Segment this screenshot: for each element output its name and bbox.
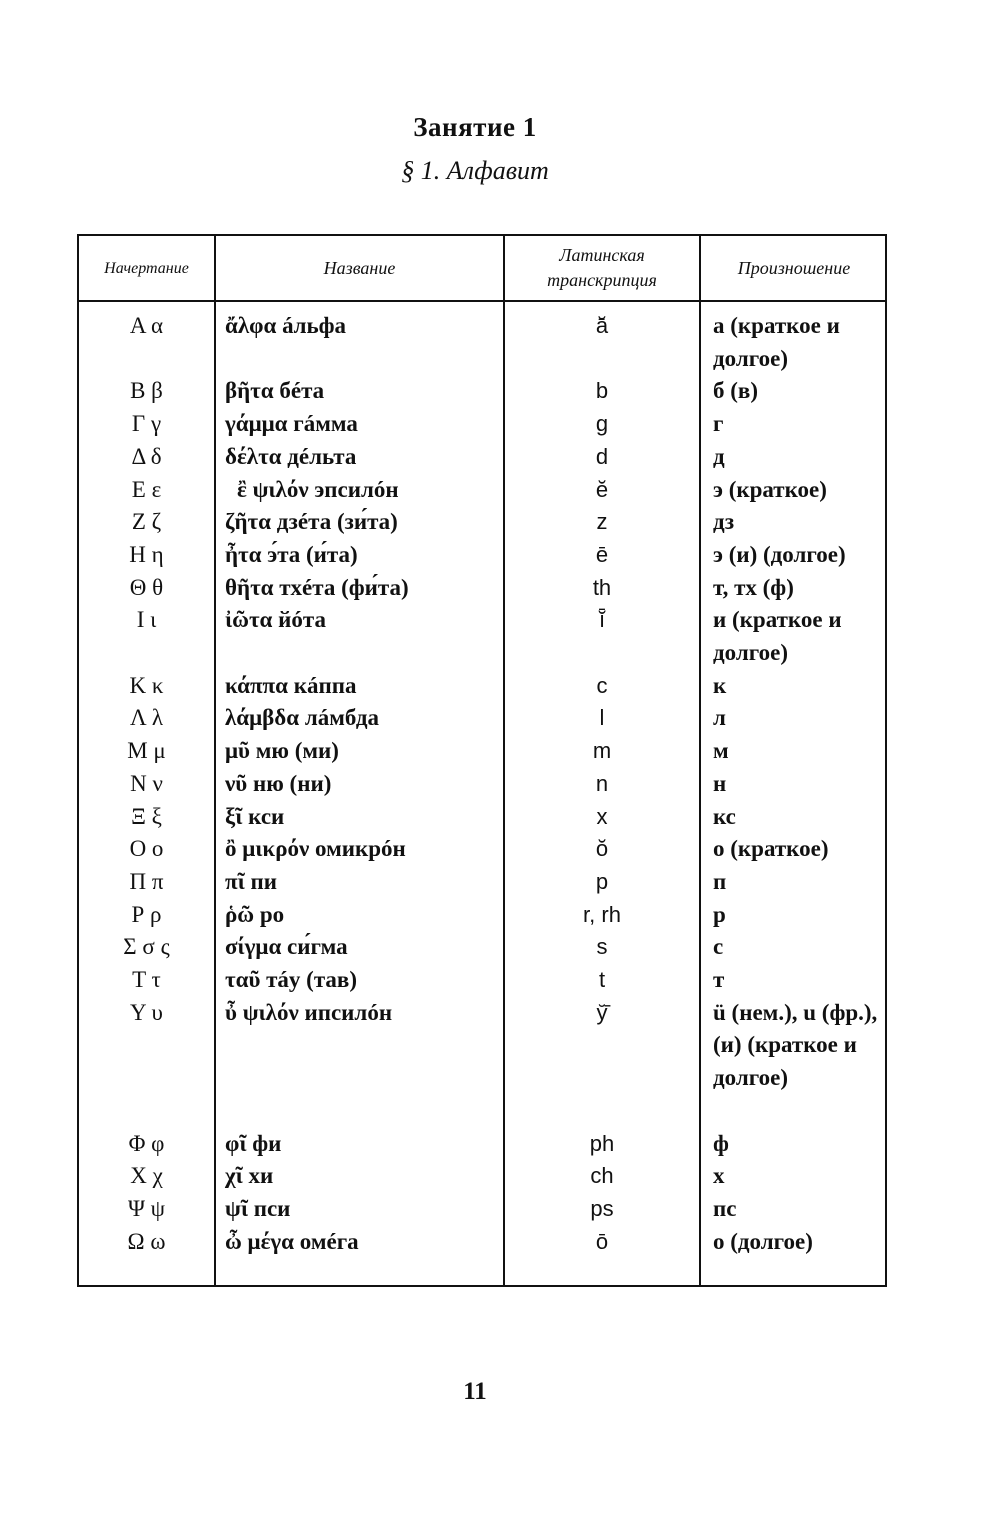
pronunciation: б (в) — [713, 378, 758, 404]
pronunciation: о (краткое) — [713, 836, 829, 862]
latin-transcription: c — [596, 672, 608, 698]
pronunciation: р — [713, 901, 726, 927]
letter-name: ἒ ψιλόν эпсилóн — [237, 476, 399, 502]
letter-name: ζῆτα дзéта (зи́та) — [225, 509, 398, 535]
letter-name: ὦ μέγα омéга — [225, 1228, 359, 1254]
latin-transcription: y̆̄ — [596, 999, 608, 1025]
letter-glyphs: Π π — [129, 868, 164, 894]
letter-glyphs: Λ λ — [130, 705, 163, 731]
table-row — [79, 735, 885, 768]
letter-glyphs: Τ τ — [132, 967, 161, 992]
pronunciation: о (долгое) — [713, 1228, 813, 1254]
table-row — [79, 1160, 885, 1193]
latin-transcription: ĕ — [595, 476, 609, 502]
letter-name: δέλτα дéльта — [225, 443, 357, 469]
letter-name: ξῖ кси — [225, 803, 285, 829]
table-header — [79, 236, 885, 302]
letter-glyphs: Μ μ — [127, 738, 166, 764]
latin-transcription: l — [599, 705, 605, 731]
letter-name: θῆτα тхéта (фи́та) — [225, 574, 409, 600]
letter-glyphs: Ι ι — [136, 607, 157, 633]
letter-glyphs: Η η — [129, 541, 164, 567]
table-row — [79, 572, 885, 605]
letter-name: ταῦ тáу (тав) — [225, 967, 357, 992]
latin-transcription: ch — [590, 1163, 614, 1189]
table-row — [79, 931, 885, 964]
table-row — [79, 604, 885, 669]
latin-transcription: r, rh — [583, 901, 621, 927]
pronunciation: т — [713, 967, 725, 992]
letter-glyphs: Γ γ — [131, 411, 162, 437]
letter-glyphs: Χ χ — [130, 1163, 163, 1189]
table-row — [79, 506, 885, 539]
latin-transcription: n — [595, 770, 609, 796]
table-row — [79, 408, 885, 441]
table-row — [79, 866, 885, 899]
section-title: § 1. Алфавит — [401, 156, 549, 185]
pronunciation: к — [713, 672, 727, 698]
alphabet-table — [77, 234, 887, 1287]
pronunciation: л — [713, 705, 726, 731]
letter-glyphs: Ξ ξ — [131, 803, 162, 829]
letter-name: κάππα кáппа — [225, 672, 357, 698]
header-glyph: Начертание — [104, 259, 189, 277]
letter-name: πῖ пи — [225, 868, 277, 894]
letter-glyphs: Ζ ζ — [131, 509, 162, 535]
pronunciation: а (краткое и долгое) — [713, 313, 840, 371]
latin-transcription: ph — [589, 1130, 615, 1156]
letter-name: ὂ μικρόν омикрóн — [225, 836, 406, 862]
table-row — [79, 539, 885, 572]
letter-glyphs: Κ κ — [129, 672, 164, 698]
table-row — [79, 1226, 885, 1259]
pronunciation: н — [713, 770, 727, 796]
lesson-title: Занятие 1 — [413, 112, 537, 142]
letter-name: μῦ мю (ми) — [225, 738, 339, 764]
letter-name: βῆτα бéта — [225, 378, 325, 404]
latin-transcription: m — [592, 738, 612, 764]
pronunciation: ü (нем.), u (фр.), (и) (краткое и долгое) — [713, 999, 878, 1091]
letter-name: γάμμα гáмма — [225, 411, 358, 437]
pronunciation: г — [713, 411, 724, 437]
pronunciation: и (краткое и долгое) — [713, 607, 842, 665]
table-row — [79, 670, 885, 703]
letter-name: ὖ ψιλόν ипсилóн — [225, 999, 393, 1025]
letter-glyphs: Ε ε — [131, 476, 162, 502]
table-row — [79, 833, 885, 866]
header-name: Название — [323, 257, 396, 278]
table-row — [79, 441, 885, 474]
table-row — [79, 474, 885, 507]
header-pronunciation: Произношение — [737, 257, 851, 278]
letter-name: ἄλφα áльфа — [225, 313, 347, 338]
table-row — [79, 375, 885, 408]
latin-transcription: ĭ̄ — [598, 607, 606, 633]
table-row — [79, 768, 885, 801]
letter-name: ἰῶτα йóта — [225, 607, 326, 633]
pronunciation: ф — [713, 1130, 729, 1156]
letter-name: νῦ ню (ни) — [225, 770, 332, 796]
table-row — [79, 997, 885, 1128]
letter-glyphs: Δ δ — [131, 443, 162, 469]
table-row — [79, 964, 885, 997]
letter-glyphs: Ν ν — [130, 770, 163, 796]
latin-transcription: p — [595, 868, 609, 894]
latin-transcription: ps — [590, 1195, 614, 1221]
letter-glyphs: Ο ο — [129, 836, 164, 862]
table-row — [79, 1193, 885, 1226]
latin-transcription: ē — [595, 541, 609, 567]
pronunciation: дз — [713, 509, 735, 535]
latin-transcription: b — [595, 378, 609, 404]
letter-glyphs: Υ υ — [130, 999, 163, 1025]
letter-name: φῖ фи — [225, 1130, 282, 1156]
table-row — [79, 702, 885, 735]
page-number: 11 — [463, 1378, 487, 1405]
latin-transcription: x — [596, 803, 608, 829]
letter-name: χῖ хи — [225, 1163, 274, 1189]
letter-glyphs: Β β — [130, 378, 163, 404]
pronunciation: т, тх (ф) — [713, 574, 794, 600]
latin-transcription: ŏ — [595, 836, 609, 862]
letter-glyphs: Σ σ ς — [123, 934, 170, 960]
latin-transcription: z — [596, 509, 608, 535]
letter-glyphs: Ω ω — [127, 1228, 166, 1254]
header-transcription — [505, 236, 699, 300]
pronunciation: м — [713, 738, 729, 764]
pronunciation: с — [713, 934, 724, 960]
latin-transcription: th — [592, 574, 612, 600]
pronunciation: пс — [713, 1195, 737, 1221]
table-row — [79, 1128, 885, 1161]
table-row — [79, 899, 885, 932]
letter-name: ἦτα э́та (и́та) — [225, 541, 358, 567]
pronunciation: э (краткое) — [713, 476, 827, 502]
latin-transcription: ă̄ — [595, 313, 609, 338]
table-row — [79, 310, 885, 375]
pronunciation: п — [713, 868, 727, 894]
letter-name: ῥῶ ро — [225, 901, 285, 927]
latin-transcription: s — [596, 934, 608, 960]
header-transcription-line2: транскрипция — [547, 270, 657, 290]
pronunciation: э (и) (долгое) — [713, 541, 846, 567]
latin-transcription: ō — [595, 1228, 609, 1254]
letter-name: λάμβδα лáмбда — [225, 705, 379, 731]
letter-glyphs: Φ φ — [128, 1130, 165, 1156]
letter-glyphs: Θ θ — [129, 574, 164, 600]
letter-glyphs: Α α — [129, 313, 164, 338]
latin-transcription: g — [595, 411, 609, 437]
letter-name: ψῖ пси — [225, 1195, 291, 1221]
pronunciation: кс — [713, 803, 736, 829]
letter-glyphs: Ρ ρ — [131, 901, 162, 927]
header-transcription-line1: Латинская — [559, 245, 645, 265]
letter-glyphs: Ψ ψ — [127, 1195, 166, 1221]
pronunciation: х — [713, 1163, 725, 1189]
latin-transcription: d — [595, 443, 609, 469]
pronunciation: д — [713, 443, 725, 469]
letter-name: σίγμα си́гма — [225, 934, 348, 960]
latin-transcription: t — [598, 967, 606, 992]
table-row — [79, 801, 885, 834]
